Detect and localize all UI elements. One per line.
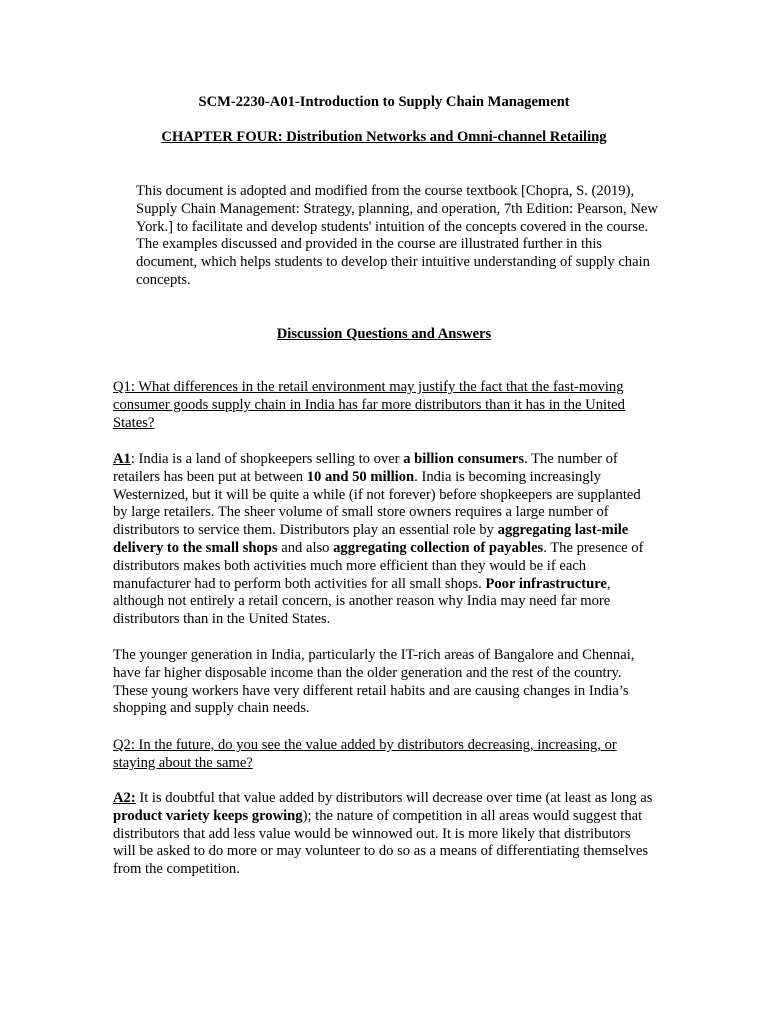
answer-2-emphasis: product variety keeps growing	[113, 807, 303, 824]
answer-1-text: . India is becoming increasingly Westernized, but it will be quite a while (if not forever) before shopkeepers are supplanted by large retailers. The sheer volume of small store owners requires a large number of distributors to service them. Distributors play an essential role by	[113, 468, 641, 539]
answer-1-emphasis: aggregating collection of payables	[333, 539, 544, 556]
answer-1-text: : India is a land of shopkeepers selling to over	[130, 451, 404, 467]
answer-1-emphasis: aggregating last-mile delivery to the small shops	[113, 522, 629, 556]
course-title: SCM-2230-A01-Introduction to Supply Chain Management	[198, 94, 570, 110]
chapter-title: CHAPTER FOUR: Distribution Networks and Omni-channel Retailing	[161, 129, 607, 145]
answer-2-label: A2:	[113, 790, 136, 806]
answer-1-emphasis: Poor infrastructure	[485, 575, 607, 592]
answer-1-emphasis: a billion consumers	[403, 451, 525, 467]
question-2: Q2: In the future, do you see the value added by distributors decreasing, increasing, or staying about the same?	[113, 737, 617, 771]
question-1: Q1: What differences in the retail environment may justify the fact that the fast-moving consumer goods supply chain in India has far more distributors than it has in the United States?	[113, 379, 625, 431]
answer-1-followup: The younger generation in India, particularly the IT-rich areas of Bangalore and Chennai, have far higher disposable income than the older generation and the rest of the country. These young workers have very different retail habits and are causing changes in India’s shopping and supply chain needs.	[113, 647, 635, 717]
intro-paragraph: This document is adopted and modified from the course textbook [Chopra, S. (2019), Supply Chain Management: Strategy, planning, and operation, 7th Edition: Pearson, New York.] to facilitate and develop students' intuition of the concepts covered in the course. The examples discussed and provided in the course are illustrated further in this document, which helps students to develop their intuitive understanding of supply chain concepts.	[136, 183, 658, 288]
answer-1-text: and also	[277, 539, 334, 556]
answer-2-text: ); the nature of competition in all areas would suggest that distributors that add less value would be winnowed out. It is more likely that distributors will be asked to do more or may volunteer to do so as a means of differentiating themselves from the competition.	[113, 807, 649, 878]
answer-2	[113, 790, 653, 879]
answer-1-text: , although not entirely a retail concern, is another reason why India may need far more distributors than in the United States.	[113, 575, 611, 628]
answer-1	[113, 451, 653, 629]
answer-1-text: . The presence of distributors makes both activities much more efficient than they would be if each manufacturer had to perform both activities for all small shops.	[113, 539, 644, 592]
answer-1-emphasis: 10 and 50 million	[306, 468, 415, 485]
answer-1-text: . The number of retailers has been put at between	[113, 451, 618, 485]
section-heading: Discussion Questions and Answers	[276, 326, 492, 342]
answer-1-label: A1	[113, 451, 131, 467]
answer-2-text: It is doubtful that value added by distributors will decrease over time (at least as long as	[135, 790, 653, 806]
